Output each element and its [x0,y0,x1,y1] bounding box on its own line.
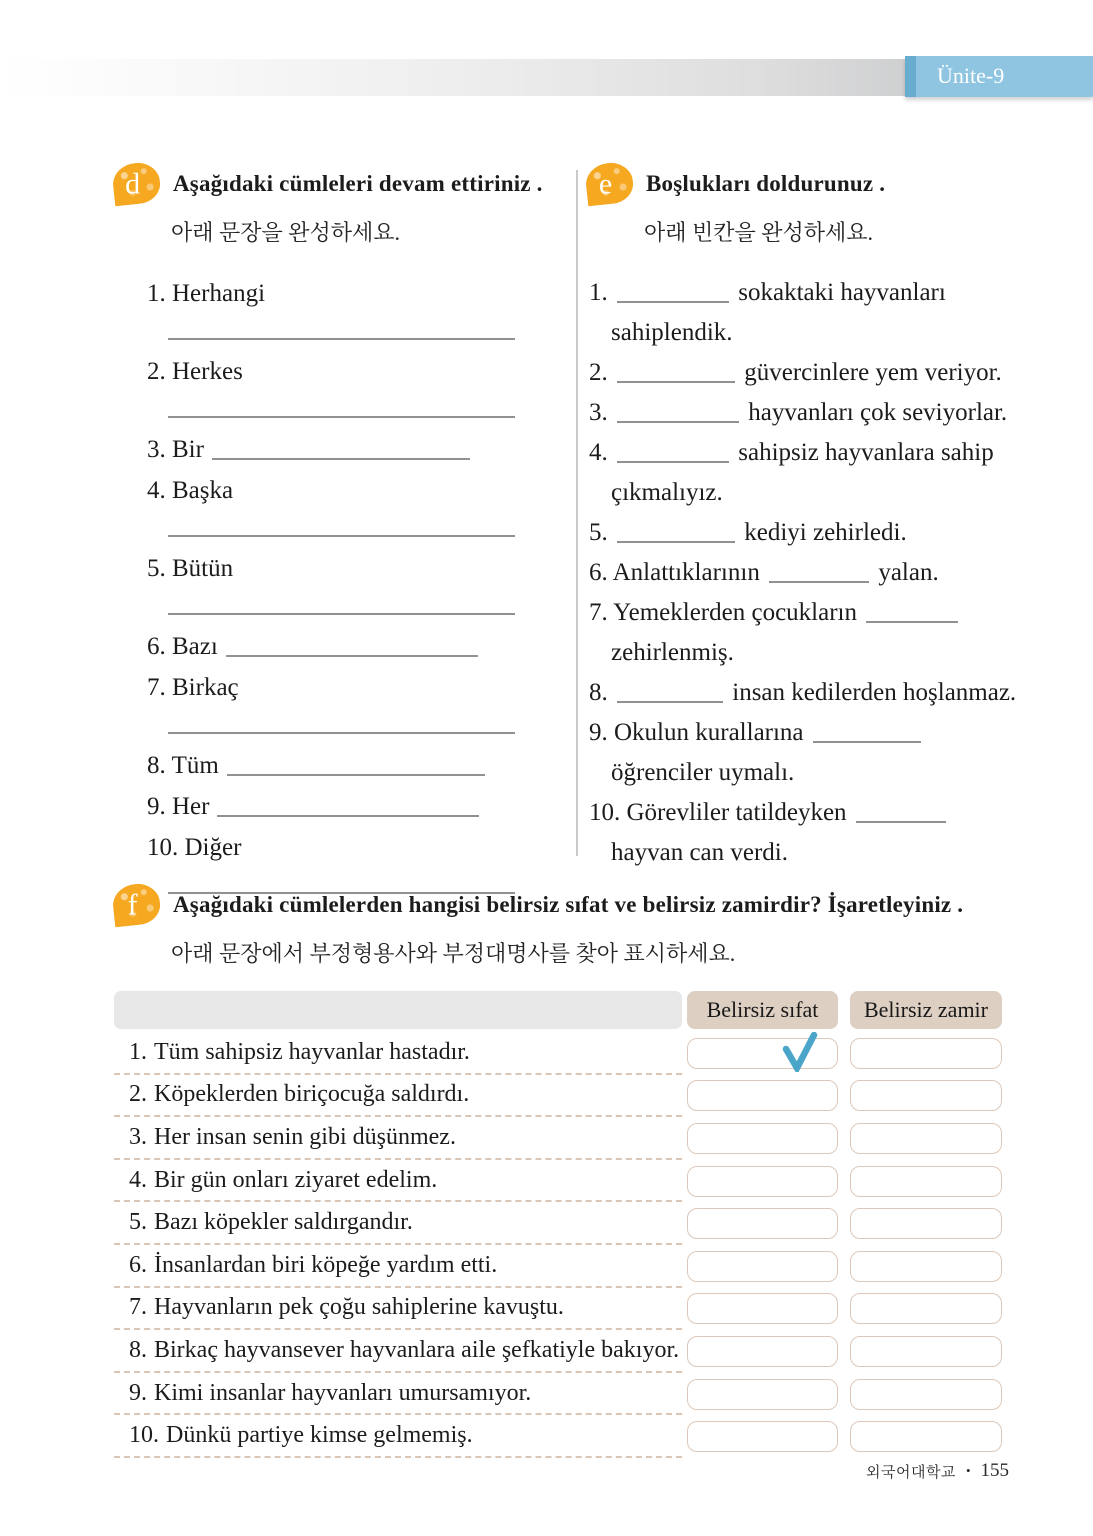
table-row [114,1288,1004,1331]
row-number: 5. [129,1209,147,1236]
checkbox-belirsiz-sifat[interactable] [687,1038,838,1069]
section-d-subtitle-korean: 아래 문장을 완성하세요. [171,220,401,245]
exercise-d-item [147,552,561,615]
row-number: 6. [129,1251,147,1278]
section-e-marker-icon: e [584,161,635,207]
item-word: Bir [172,436,204,463]
exercise-d-item [147,749,561,783]
table-row [114,1160,1004,1203]
row-sentence [114,1330,682,1373]
checkbox-belirsiz-zamir[interactable] [850,1379,1002,1410]
item-word: Herkes [172,358,243,385]
exercise-d-item-text [147,474,561,508]
answer-table-header [114,991,1004,1029]
checkbox-belirsiz-sifat[interactable] [687,1421,838,1452]
item-number: 7. [589,599,614,626]
row-sentence-text: Her insan senin gibi düşünmez. [154,1123,456,1150]
checkbox-belirsiz-zamir[interactable] [850,1293,1002,1324]
exercise-d-item [147,474,561,537]
answer-blank-line[interactable] [168,338,515,340]
answer-blank-line[interactable] [226,655,478,657]
exercise-d-item-text [147,552,561,586]
item-word: Her [172,793,210,820]
exercise-e-item [589,393,1086,433]
exercise-d-item-text [147,831,561,865]
sentence-fragment: Anlattıklarının [612,559,767,586]
section-f [113,884,1073,968]
item-number: 2. [147,358,172,385]
sentence-wrap-line: çıkmalıyız. [611,479,723,506]
check-mark-icon [782,1032,818,1072]
answer-blank-line[interactable] [217,815,479,817]
row-number: 3. [129,1123,147,1150]
exercise-e-item-text [589,553,1086,593]
sentence-fragment: Görevliler tatildeyken [626,799,853,826]
row-sentence [114,1415,682,1458]
exercise-d-item [147,277,561,340]
row-sentence-text: Dünkü partiye kimse gelmemiş. [166,1422,473,1449]
fill-in-blank-line[interactable] [813,741,921,743]
row-sentence [114,1373,682,1416]
checkbox-belirsiz-zamir[interactable] [850,1166,1002,1197]
table-row [114,1202,1004,1245]
table-row [114,1330,1004,1373]
section-e-subtitle-korean: 아래 빈칸을 완성하세요. [644,220,874,245]
exercise-e-item-text [589,673,1086,713]
item-number: 8. [147,752,172,779]
item-number: 10. [147,834,185,861]
section-d-title: Aşağıdaki cümleleri devam ettiriniz . [173,170,543,196]
sentence-fragment: sokaktaki hayvanları [732,279,946,306]
exercise-d-item [147,433,561,467]
item-word: Diğer [184,834,242,861]
section-e-title: Boşlukları doldurunuz . [646,170,886,196]
fill-in-blank-line[interactable] [617,301,729,303]
fill-in-blank-line[interactable] [617,461,729,463]
row-sentence-text: Bazı köpekler saldırgandır. [154,1209,413,1236]
row-number: 2. [129,1081,147,1108]
item-word: Bütün [172,555,234,582]
table-row [114,1117,1004,1160]
item-number: 1. [147,280,172,307]
sentence-fragment: sahipsiz hayvanlara sahip [732,439,994,466]
sentence-fragment: güvercinlere yem veriyor. [738,359,1002,386]
item-word: Başka [172,477,234,504]
table-row [114,1075,1004,1118]
exercise-e-item [589,353,1086,393]
exercise-e-item [589,553,1086,593]
answer-blank-line[interactable] [168,535,515,537]
page-footer [866,1460,1009,1482]
sentence-fragment: hayvanları çok seviyorlar. [742,399,1008,426]
checkbox-belirsiz-zamir[interactable] [850,1251,1002,1282]
answer-blank-line[interactable] [168,613,515,615]
item-number: 7. [147,674,172,701]
checkbox-belirsiz-sifat[interactable] [687,1208,838,1239]
item-word: Tüm [171,752,219,779]
row-sentence-text: Bir gün onları ziyaret edelim. [154,1166,438,1193]
exercise-e-item [589,673,1086,713]
exercise-d-item-text [147,790,561,824]
unit-tab [905,56,1093,97]
row-sentence [114,1288,682,1331]
exercise-e-item-text [589,353,1086,393]
exercise-d-item-text [147,277,561,311]
exercise-d-item [147,630,561,664]
footer-school-name: 외국어대학교 [865,1464,956,1481]
exercise-e-item-text [589,433,1086,473]
checkbox-belirsiz-zamir[interactable] [850,1421,1002,1452]
answer-blank-line[interactable] [212,458,470,460]
row-sentence-text: Birkaç hayvansever hayvanlara aile şefkatiyle bakıyor. [154,1336,680,1363]
sentence-wrap-line: hayvan can verdi. [611,839,789,866]
exercise-e-item [589,593,1086,673]
checkbox-belirsiz-sifat[interactable] [687,1336,838,1367]
footer-separator: • [965,1463,971,1478]
fill-in-blank-line[interactable] [866,621,958,623]
row-sentence-text: Hayvanların pek çoğu sahiplerine kavuştu. [154,1294,564,1321]
answer-blank-line[interactable] [168,416,515,418]
item-number: 5. [589,519,614,546]
section-f-title: Aşağıdaki cümlelerden hangisi belirsiz sıfat ve belirsiz zamirdir? İşaretleyiniz . [173,891,964,917]
section-f-subtitle-korean: 아래 문장에서 부정형용사와 부정대명사를 찾아 표시하세요. [171,941,736,966]
row-sentence-text: Kimi insanlar hayvanları umursamıyor. [154,1379,532,1406]
section-d-marker-icon: d [111,161,162,207]
row-sentence-text: Tüm sahipsiz hayvanlar hastadır. [154,1038,470,1065]
item-number: 4. [147,477,172,504]
sentence-fragment: kediyi zehirledi. [738,519,907,546]
row-number: 4. [129,1166,147,1193]
exercise-e-item-text [589,713,1086,753]
unit-label: Ünite-9 [937,63,1005,88]
exercise-d-item-text [147,749,561,783]
exercise-e-item-text [589,393,1086,433]
fill-in-blank-line[interactable] [769,581,869,583]
table-row [114,1032,1004,1075]
checkbox-belirsiz-zamir[interactable] [850,1123,1002,1154]
item-number: 6. [589,559,613,586]
fill-in-blank-line[interactable] [617,541,735,543]
column-header-belirsiz-sifat: Belirsiz sıfat [687,991,838,1029]
exercise-e-item-text [589,793,1086,833]
table-row [114,1373,1004,1416]
answer-blank-line[interactable] [227,774,485,776]
answer-blank-line[interactable] [168,732,515,734]
sentence-fragment: yalan. [872,559,939,586]
sentence-wrap-line: sahiplendik. [611,319,733,346]
fill-in-blank-line[interactable] [617,701,723,703]
page-header-bar [0,59,906,96]
fill-in-blank-line[interactable] [856,821,946,823]
column-header-belirsiz-zamir: Belirsiz zamir [850,991,1002,1029]
section-d-list [147,277,561,894]
table-header-spacer [114,991,682,1029]
exercise-e-item [589,273,1086,353]
row-number: 7. [129,1294,147,1321]
exercise-e-item-text [589,513,1086,553]
item-number: 6. [147,633,172,660]
column-divider [576,170,578,856]
row-sentence [114,1245,682,1288]
checkbox-belirsiz-sifat[interactable] [687,1123,838,1154]
row-number: 9. [129,1379,147,1406]
row-number: 8. [129,1336,147,1363]
row-sentence [114,1075,682,1118]
item-number: 3. [589,399,614,426]
checkbox-belirsiz-zamir[interactable] [850,1336,1002,1367]
sentence-fragment: insan kedilerden hoşlanmaz. [726,679,1017,706]
item-number: 2. [589,359,614,386]
row-sentence-text: Köpeklerden biriçocuğa saldırdı. [154,1081,470,1108]
sentence-wrap-line: zehirlenmiş. [611,639,734,666]
exercise-d-item-text [147,355,561,389]
exercise-e-item-text [589,273,1086,313]
item-number: 9. [147,793,172,820]
table-row [114,1415,1004,1458]
item-number: 8. [589,679,614,706]
section-e [586,163,1086,873]
exercise-d-item-text [147,433,561,467]
exercise-e-item [589,433,1086,513]
sentence-fragment: Okulun kurallarına [614,719,810,746]
table-row [114,1245,1004,1288]
item-word: Bazı [172,633,218,660]
row-sentence-text: İnsanlardan biri köpeğe yardım etti. [154,1251,498,1278]
row-number: 1. [129,1038,147,1065]
item-number: 10. [589,799,627,826]
sentence-wrap-line: öğrenciler uymalı. [611,759,795,786]
checkbox-belirsiz-zamir[interactable] [850,1208,1002,1239]
row-sentence [114,1032,682,1075]
exercise-d-item [147,355,561,418]
footer-page-number: 155 [980,1460,1009,1481]
row-sentence [114,1117,682,1160]
section-f-marker-icon: f [111,882,162,928]
exercise-e-item [589,713,1086,793]
answer-table-body [114,1032,1004,1458]
checkbox-belirsiz-sifat[interactable] [687,1251,838,1282]
exercise-d-item-text [147,630,561,664]
answer-table [114,991,1004,1458]
fill-in-blank-line[interactable] [617,421,739,423]
checkbox-belirsiz-zamir[interactable] [850,1038,1002,1069]
checkbox-belirsiz-sifat[interactable] [687,1379,838,1410]
checkbox-belirsiz-sifat[interactable] [687,1080,838,1111]
item-number: 1. [589,279,614,306]
checkbox-belirsiz-sifat[interactable] [687,1293,838,1324]
exercise-e-item [589,793,1086,873]
exercise-d-item [147,790,561,824]
checkbox-belirsiz-zamir[interactable] [850,1080,1002,1111]
exercise-d-item-text [147,671,561,705]
section-e-list [589,273,1086,873]
item-number: 5. [147,555,172,582]
row-sentence [114,1160,682,1203]
item-word: Herhangi [172,280,266,307]
exercise-d-item [147,671,561,734]
row-sentence [114,1202,682,1245]
item-word: Birkaç [172,674,239,701]
exercise-e-item-text [589,593,1086,633]
item-number: 9. [589,719,614,746]
exercise-e-item [589,513,1086,553]
item-number: 3. [147,436,172,463]
fill-in-blank-line[interactable] [617,381,735,383]
sentence-fragment: Yemeklerden çocukların [613,599,864,626]
row-number: 10. [129,1422,159,1449]
section-d [113,163,561,909]
item-number: 4. [589,439,614,466]
checkbox-belirsiz-sifat[interactable] [687,1166,838,1197]
